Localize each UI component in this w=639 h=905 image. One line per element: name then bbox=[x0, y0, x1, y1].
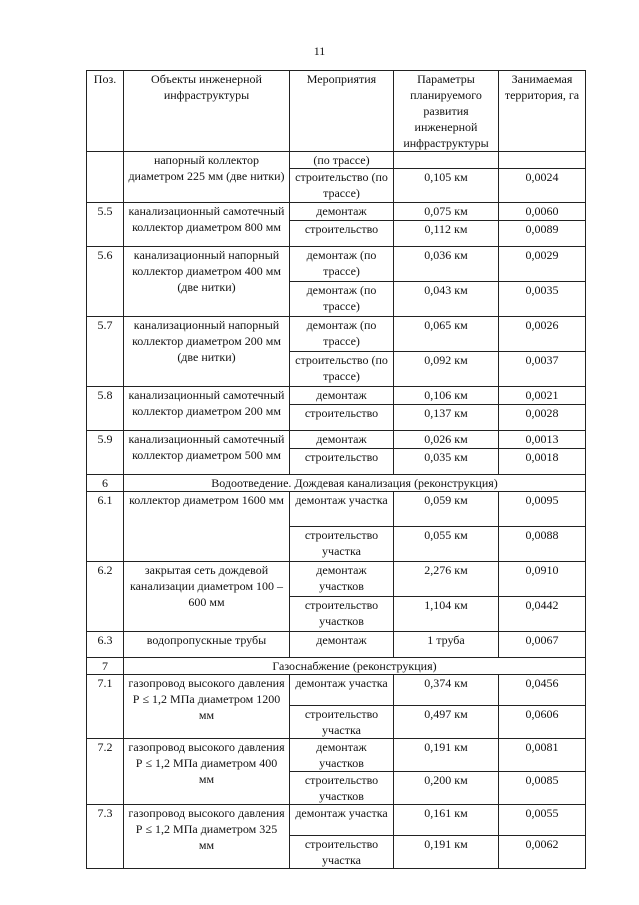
row-object: коллектор диаметром 1600 мм bbox=[124, 492, 290, 562]
row-measure: демонтаж (по трассе) bbox=[290, 282, 394, 317]
row-area: 0,0910 bbox=[499, 562, 586, 597]
row-param: 2,276 км bbox=[394, 562, 499, 597]
section-row bbox=[87, 658, 586, 675]
row-param: 0,191 км bbox=[394, 739, 499, 772]
row-param: 0,092 км bbox=[394, 352, 499, 387]
row-measure: демонтаж участков bbox=[290, 739, 394, 772]
header-params: Параметры планируемого развития инженерной инфраструктуры bbox=[394, 71, 499, 152]
row-object: водопропускные трубы bbox=[124, 632, 290, 658]
row-measure: строительство (по трассе) bbox=[290, 169, 394, 203]
row-measure: демонтаж участка bbox=[290, 675, 394, 706]
row-area: 0,0029 bbox=[499, 247, 586, 282]
header-row bbox=[87, 71, 586, 152]
row-object: канализационный напорный коллектор диаметром 400 мм (две нитки) bbox=[124, 247, 290, 317]
row-measure: демонтаж bbox=[290, 431, 394, 449]
row-pos: 6.2 bbox=[87, 562, 124, 632]
row-param: 0,106 км bbox=[394, 387, 499, 405]
row-pos: 5.5 bbox=[87, 203, 124, 247]
row-measure: строительство участка bbox=[290, 706, 394, 739]
row-param: 0,191 км bbox=[394, 836, 499, 869]
row-param: 0,374 км bbox=[394, 675, 499, 706]
row-pos: 7.2 bbox=[87, 739, 124, 805]
row-pos bbox=[87, 152, 124, 203]
row-measure: демонтаж (по трассе) bbox=[290, 247, 394, 282]
row-area: 0,0013 bbox=[499, 431, 586, 449]
row-area: 0,0089 bbox=[499, 221, 586, 247]
row-pos: 7.3 bbox=[87, 805, 124, 869]
row-area: 0,0442 bbox=[499, 597, 586, 632]
row-object: напорный коллектор диаметром 225 мм (две нитки) bbox=[124, 152, 290, 203]
section-pos: 7 bbox=[87, 658, 124, 675]
row-area: 0,0024 bbox=[499, 169, 586, 203]
row-area: 0,0088 bbox=[499, 527, 586, 562]
table-row bbox=[87, 247, 586, 282]
infrastructure-table bbox=[86, 70, 586, 869]
table-row bbox=[87, 739, 586, 772]
section-title: Газоснабжение (реконструкция) bbox=[124, 658, 586, 675]
row-object: газопровод высокого давления Р ≤ 1,2 МПа диаметром 325 мм bbox=[124, 805, 290, 869]
row-area: 0,0067 bbox=[499, 632, 586, 658]
section-pos: 6 bbox=[87, 475, 124, 492]
row-param: 0,026 км bbox=[394, 431, 499, 449]
row-param: 0,105 км bbox=[394, 169, 499, 203]
row-param: 0,161 км bbox=[394, 805, 499, 836]
row-object: газопровод высокого давления Р ≤ 1,2 МПа диаметром 1200 мм bbox=[124, 675, 290, 739]
row-area: 0,0035 bbox=[499, 282, 586, 317]
row-area: 0,0021 bbox=[499, 387, 586, 405]
row-object: канализационный самотечный коллектор диаметром 500 мм bbox=[124, 431, 290, 475]
row-measure: (по трассе) bbox=[290, 152, 394, 169]
row-area: 0,0095 bbox=[499, 492, 586, 527]
row-area: 0,0085 bbox=[499, 772, 586, 805]
row-measure: строительство bbox=[290, 449, 394, 475]
section-title: Водоотведение. Дождевая канализация (реконструкция) bbox=[124, 475, 586, 492]
header-measures: Мероприятия bbox=[290, 71, 394, 152]
table-row bbox=[87, 562, 586, 597]
row-pos: 5.9 bbox=[87, 431, 124, 475]
header-pos: Поз. bbox=[87, 71, 124, 152]
header-area: Занимаемая территория, га bbox=[499, 71, 586, 152]
row-param: 0,112 км bbox=[394, 221, 499, 247]
row-measure: демонтаж (по трассе) bbox=[290, 317, 394, 352]
row-measure: строительство bbox=[290, 405, 394, 431]
row-pos: 5.7 bbox=[87, 317, 124, 387]
row-param: 0,065 км bbox=[394, 317, 499, 352]
row-area: 0,0060 bbox=[499, 203, 586, 221]
row-measure: строительство (по трассе) bbox=[290, 352, 394, 387]
section-row bbox=[87, 475, 586, 492]
row-object: канализационный напорный коллектор диаметром 200 мм (две нитки) bbox=[124, 317, 290, 387]
row-measure: демонтаж bbox=[290, 387, 394, 405]
table-row bbox=[87, 675, 586, 706]
row-measure: демонтаж участка bbox=[290, 805, 394, 836]
row-pos: 7.1 bbox=[87, 675, 124, 739]
row-area: 0,0055 bbox=[499, 805, 586, 836]
row-area: 0,0062 bbox=[499, 836, 586, 869]
row-measure: демонтаж участка bbox=[290, 492, 394, 527]
row-area: 0,0037 bbox=[499, 352, 586, 387]
row-object: закрытая сеть дождевой канализации диаметром 100 – 600 мм bbox=[124, 562, 290, 632]
row-pos: 6.3 bbox=[87, 632, 124, 658]
page-number: 11 bbox=[313, 44, 326, 58]
row-area: 0,0606 bbox=[499, 706, 586, 739]
row-param: 0,200 км bbox=[394, 772, 499, 805]
row-area: 0,0081 bbox=[499, 739, 586, 772]
row-measure: строительство участка bbox=[290, 836, 394, 869]
row-param: 0,059 км bbox=[394, 492, 499, 527]
row-param: 0,075 км bbox=[394, 203, 499, 221]
row-measure: демонтаж bbox=[290, 632, 394, 658]
row-param: 0,036 км bbox=[394, 247, 499, 282]
row-param bbox=[394, 152, 499, 169]
row-param: 0,497 км bbox=[394, 706, 499, 739]
row-param: 0,043 км bbox=[394, 282, 499, 317]
row-area: 0,0018 bbox=[499, 449, 586, 475]
row-pos: 5.6 bbox=[87, 247, 124, 317]
row-pos: 5.8 bbox=[87, 387, 124, 431]
row-pos: 6.1 bbox=[87, 492, 124, 562]
row-measure: строительство участков bbox=[290, 597, 394, 632]
row-object: канализационный самотечный коллектор диаметром 800 мм bbox=[124, 203, 290, 247]
header-objects: Объекты инженерной инфраструктуры bbox=[124, 71, 290, 152]
row-param: 1,104 км bbox=[394, 597, 499, 632]
row-measure: строительство участка bbox=[290, 527, 394, 562]
row-param: 0,137 км bbox=[394, 405, 499, 431]
row-area bbox=[499, 152, 586, 169]
table-row bbox=[87, 203, 586, 221]
row-param: 1 труба bbox=[394, 632, 499, 658]
row-area: 0,0028 bbox=[499, 405, 586, 431]
table-row bbox=[87, 152, 586, 169]
row-param: 0,035 км bbox=[394, 449, 499, 475]
row-measure: строительство участков bbox=[290, 772, 394, 805]
row-measure: демонтаж участков bbox=[290, 562, 394, 597]
table-row bbox=[87, 431, 586, 449]
row-object: газопровод высокого давления Р ≤ 1,2 МПа диаметром 400 мм bbox=[124, 739, 290, 805]
table-row bbox=[87, 805, 586, 836]
table-row bbox=[87, 492, 586, 527]
row-area: 0,0026 bbox=[499, 317, 586, 352]
table-row bbox=[87, 632, 586, 658]
table-row bbox=[87, 317, 586, 352]
row-area: 0,0456 bbox=[499, 675, 586, 706]
row-object: канализационный самотечный коллектор диаметром 200 мм bbox=[124, 387, 290, 431]
table-row bbox=[87, 387, 586, 405]
row-measure: демонтаж bbox=[290, 203, 394, 221]
row-param: 0,055 км bbox=[394, 527, 499, 562]
row-measure: строительство bbox=[290, 221, 394, 247]
